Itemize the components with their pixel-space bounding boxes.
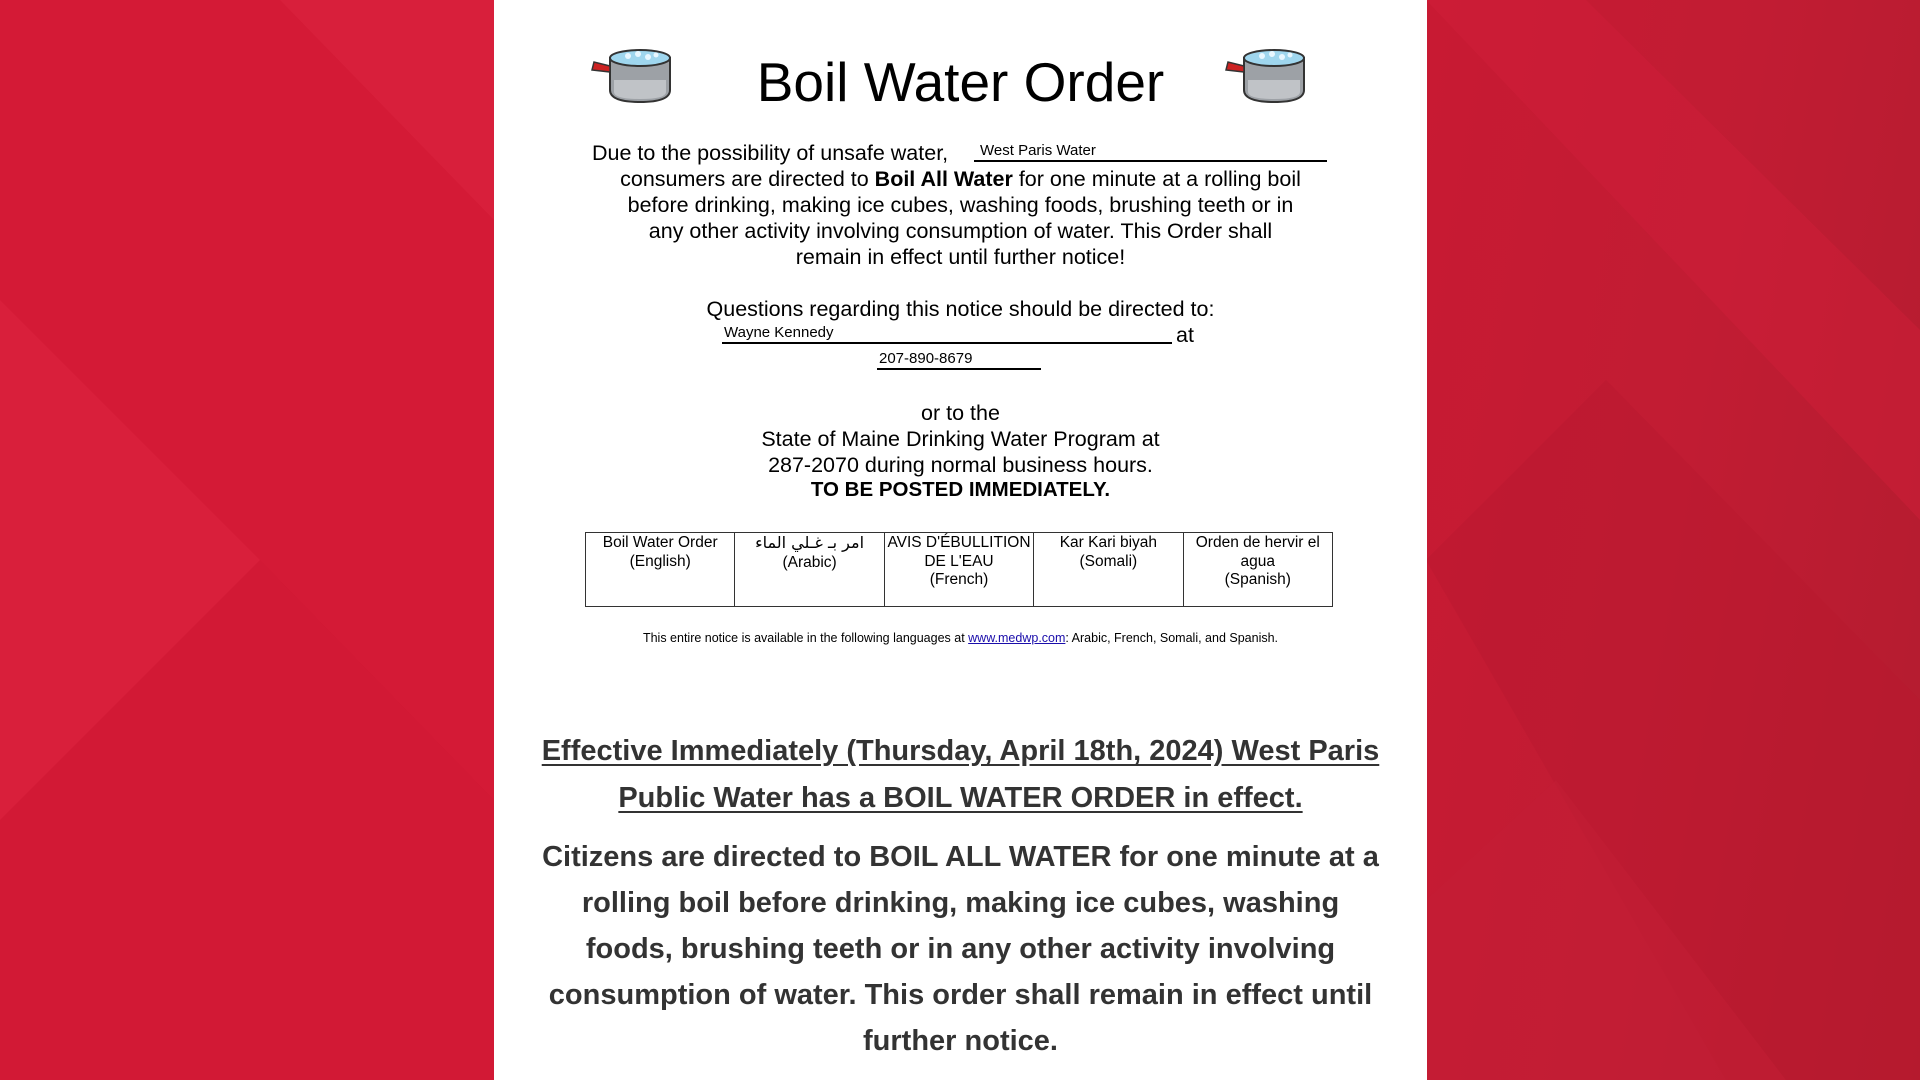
water-system-field: West Paris Water <box>974 142 1327 162</box>
background-pattern-left <box>0 0 494 1080</box>
languages-table <box>585 532 1333 607</box>
language-cell-french: AVIS D'ÉBULLITION DE L'EAU (French) <box>884 533 1033 607</box>
notice-line-5: remain in effect until further notice! <box>795 245 1126 269</box>
notice-line-1: Due to the possibility of unsafe water, <box>592 141 949 165</box>
language-cell-spanish: Orden de hervir el agua (Spanish) <box>1183 533 1332 607</box>
contact-name-field: Wayne Kennedy <box>722 324 1172 344</box>
contact-phone-field: 207-890-8679 <box>877 350 1041 370</box>
background-right <box>1426 0 1920 1080</box>
state-line-2: 287-2070 during normal business hours. <box>768 453 1153 477</box>
availability-note: This entire notice is available in the following languages at www.medwp.com: Arabic, French, Somali, and Spanish. <box>642 631 1279 645</box>
effective-announcement: Effective Immediately (Thursday, April 18th, 2024) West Paris Public Water has a BOIL WATER ORDER in effect. <box>541 735 1380 814</box>
questions-line: Questions regarding this notice should be directed to: <box>706 297 1215 321</box>
notice-line-2: consumers are directed to Boil All Water for one minute at a rolling boil <box>620 167 1301 191</box>
notice-document <box>494 0 1427 1080</box>
background-pattern-right <box>1426 0 1920 1080</box>
state-line-1: State of Maine Drinking Water Program at <box>761 427 1160 451</box>
post-immediately: TO BE POSTED IMMEDIATELY. <box>810 478 1111 501</box>
notice-line-4: any other activity involving consumption of water. This Order shall <box>648 219 1273 243</box>
notice-title: Boil Water Order <box>756 51 1165 113</box>
language-cell-english: Boil Water Order (English) <box>586 533 735 607</box>
notice-line-3: before drinking, making ice cubes, washing foods, brushing teeth or in <box>627 193 1294 217</box>
citizens-directive: Citizens are directed to BOIL ALL WATER for one minute at a rolling boil before drinking, making ice cubes, washing foods, brushing teeth or in any other activity involving consumption of water. This order shall remain in effect until further notice. <box>542 841 1379 1057</box>
language-cell-arabic: امر بـ غـلي الماء (Arabic) <box>735 533 884 607</box>
or-to-line: or to the <box>921 401 1000 425</box>
background-left <box>0 0 494 1080</box>
at-label: at <box>1176 323 1194 347</box>
medwp-link[interactable]: www.medwp.com <box>968 631 1066 645</box>
language-cell-somali: Kar Kari biyah (Somali) <box>1034 533 1183 607</box>
